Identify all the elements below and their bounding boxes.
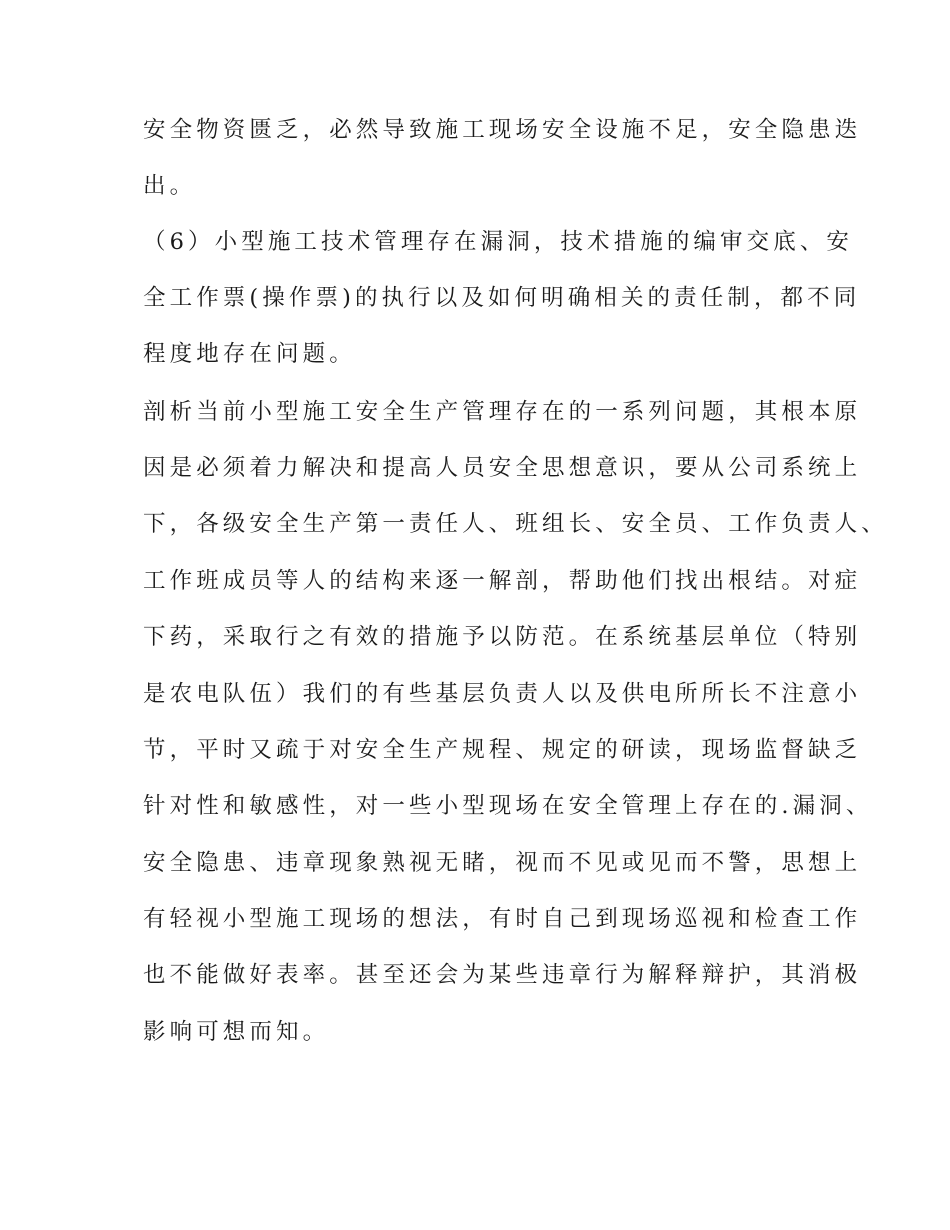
text-line: 针对性和敏感性，对一些小型现场在安全管理上存在的.漏洞、: [143, 793, 873, 819]
text-line: 全工作票(操作票)的执行以及如何明确相关的责任制，都不同: [143, 285, 861, 311]
text-line: 是农电队伍）我们的有些基层负责人以及供电所所长不注意小: [143, 681, 862, 707]
text-line: 节，平时又疏于对安全生产规程、规定的研读，现场监督缺乏: [143, 737, 862, 763]
text-line: 影响可想而知。: [143, 1019, 330, 1045]
text-line: 出。: [143, 173, 197, 199]
text-line: 工作班成员等人的结构来逐一解剖，帮助他们找出根结。对症: [143, 568, 862, 594]
text-line: 安全隐患、违章现象熟视无睹，视而不见或见而不警，思想上: [143, 850, 862, 876]
text-line: 剖析当前小型施工安全生产管理存在的一系列问题，其根本原: [143, 399, 862, 425]
text-line: 有轻视小型施工现场的想法，有时自己到现场巡视和检查工作: [143, 906, 862, 932]
text-line: 下，各级安全生产第一责任人、班组长、安全员、工作负责人、: [143, 511, 888, 537]
text-line: 也不能做好表率。甚至还会为某些违章行为解释辩护，其消极: [143, 962, 862, 988]
text-line: 下药，采取行之有效的措施予以防范。在系统基层单位（特别: [143, 624, 862, 650]
text-line: 安全物资匮乏，必然导致施工现场安全设施不足，安全隐患迭: [143, 117, 862, 143]
text-line: （6）小型施工技术管理存在漏洞，技术措施的编审交底、安: [143, 229, 854, 255]
text-line: 程度地存在问题。: [143, 341, 356, 367]
text-line: 因是必须着力解决和提高人员安全思想意识，要从公司系统上: [143, 455, 862, 481]
